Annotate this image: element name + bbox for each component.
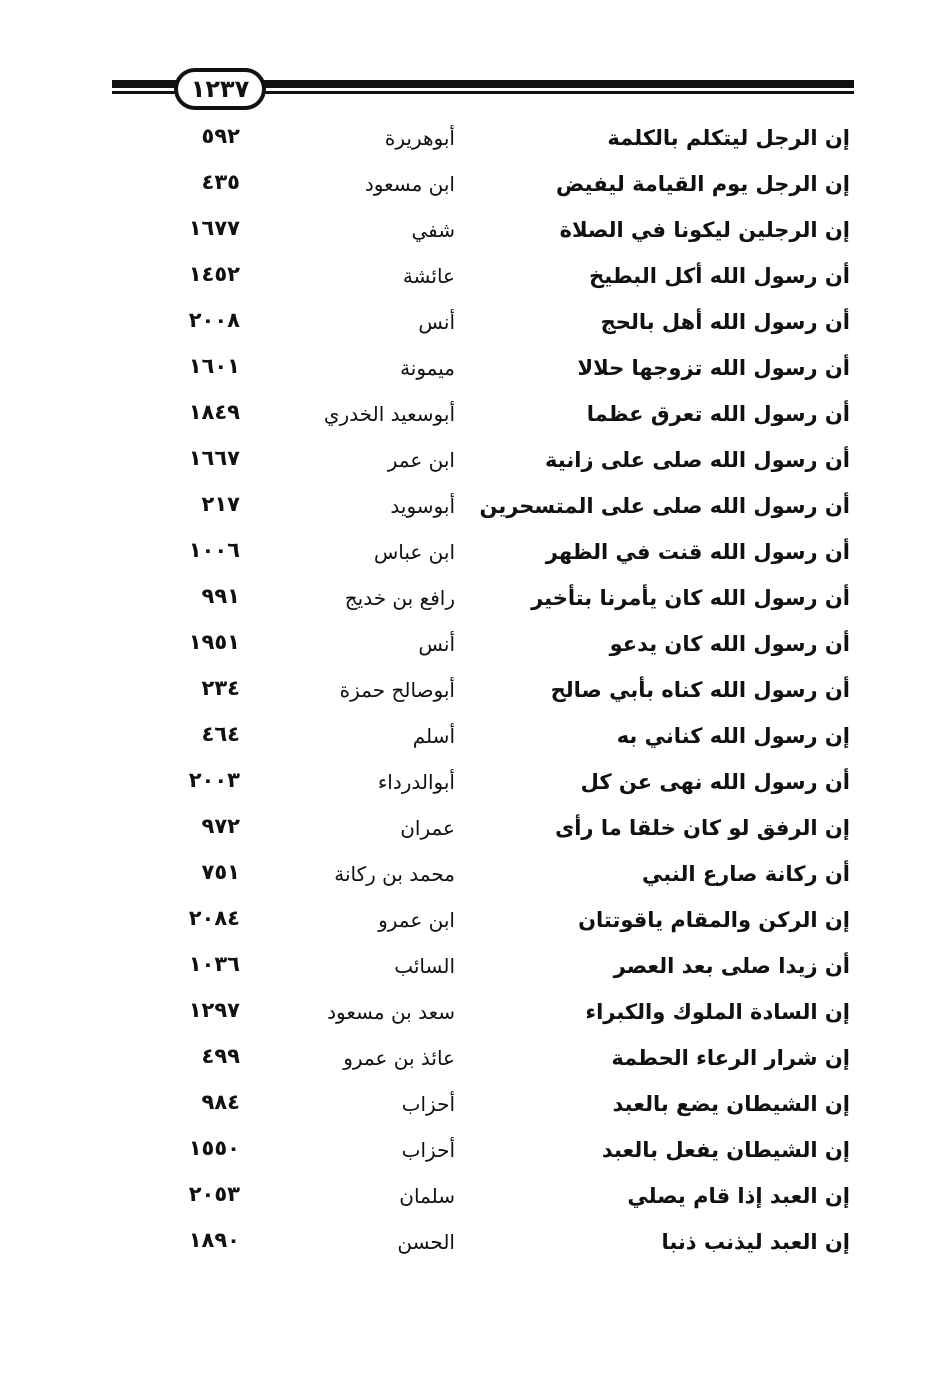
entry-narrator: ابن عمر [387,448,455,472]
entry-number: ٩٧٢ [201,814,240,838]
table-row [0,260,938,306]
entry-narrator: ابن عباس [373,540,455,564]
entry-number: ٢٠٥٣ [188,1182,240,1206]
table-row [0,352,938,398]
entry-text: إن السادة الملوك والكبراء [585,1000,850,1024]
entry-number: ١٦٧٧ [188,216,240,240]
entry-text: إن الرجل يوم القيامة ليفيض [555,172,850,196]
table-row [0,812,938,858]
entry-text: إن الرفق لو كان خلقا ما رأى [554,816,850,840]
entry-text: أن رسول الله كناه بأبي صالح [550,678,850,702]
entry-number: ٩٩١ [201,584,240,608]
entry-narrator: أحزاب [401,1092,455,1116]
entry-text: أن رسول الله كان يدعو [609,632,850,656]
entry-number: ١٠٠٦ [188,538,240,562]
entry-text: أن رسول الله كان يأمرنا بتأخير [531,586,850,610]
table-row [0,490,938,536]
entry-number: ٥٩٢ [201,124,240,148]
entry-number: ٩٨٤ [201,1090,240,1114]
entry-text: أن رسول الله نهى عن كل [580,770,850,794]
entry-text: إن الرجل ليتكلم بالكلمة [607,126,850,150]
entry-text: إن رسول الله كناني به [616,724,850,748]
entry-narrator: أبوصالح حمزة [339,678,455,702]
entry-number: ١٨٩٠ [188,1228,240,1252]
entry-number: ٢٣٤ [201,676,240,700]
entry-number: ٢٠٠٣ [188,768,240,792]
table-row [0,904,938,950]
entry-text: أن رسول الله تعرق عظما [586,402,850,426]
table-row [0,628,938,674]
entry-narrator: أبوهريرة [384,126,455,150]
entry-number: ١٦٦٧ [188,446,240,470]
table-row [0,1134,938,1180]
table-row [0,536,938,582]
entry-narrator: أنس [418,632,455,656]
table-row [0,1180,938,1226]
entry-number: ٢١٧ [201,492,240,516]
table-row [0,1088,938,1134]
entry-number: ١٨٤٩ [188,400,240,424]
table-row [0,444,938,490]
entry-number: ٤٩٩ [201,1044,240,1068]
entry-text: أن رسول الله صلى على زانية [545,448,850,472]
entry-text: إن الشيطان يضع بالعبد [612,1092,850,1116]
entry-narrator: شفي [411,218,455,242]
entry-number: ٢٠٠٨ [188,308,240,332]
table-row [0,398,938,444]
entry-number: ٤٣٥ [201,170,240,194]
table-row [0,766,938,812]
entry-narrator: أحزاب [401,1138,455,1162]
entry-narrator: رافع بن خديج [344,586,455,610]
entry-number: ٧٥١ [201,860,240,884]
entry-narrator: محمد بن ركانة [334,862,455,886]
entry-narrator: سلمان [399,1184,455,1208]
table-row [0,858,938,904]
entry-number: ٢٠٨٤ [188,906,240,930]
table-row [0,1226,938,1272]
table-row [0,996,938,1042]
entry-narrator: أسلم [412,724,455,748]
entry-narrator: أبوسعيد الخدري [323,402,455,426]
entry-text: أن ركانة صارع النبي [642,862,850,886]
entry-text: إن الرجلين ليكونا في الصلاة [559,218,850,242]
table-row [0,122,938,168]
entry-text: إن الركن والمقام ياقوتتان [578,908,850,932]
entry-text: إن الشيطان يفعل بالعبد [601,1138,850,1162]
entry-narrator: أبوالدرداء [377,770,455,794]
table-row [0,1042,938,1088]
entry-number: ١٠٣٦ [188,952,240,976]
entry-narrator: عائشة [402,264,455,288]
entry-number: ٤٦٤ [201,722,240,746]
entry-text: أن رسول الله أكل البطيخ [589,264,850,288]
table-row [0,950,938,996]
entry-text: إن العبد إذا قام يصلي [627,1184,850,1208]
entry-narrator: عائذ بن عمرو [343,1046,455,1070]
table-row [0,306,938,352]
entry-number: ١٩٥١ [188,630,240,654]
entry-narrator: ابن عمرو [378,908,455,932]
entry-text: أن رسول الله صلى على المتسحرين [479,494,850,518]
entry-narrator: ميمونة [400,356,455,380]
entry-text: إن شرار الرعاء الحطمة [611,1046,850,1070]
entry-narrator: سعد بن مسعود [327,1000,455,1024]
entry-text: أن رسول الله تزوجها حلالا [577,356,850,380]
table-row [0,214,938,260]
table-row [0,168,938,214]
entry-number: ١٤٥٢ [188,262,240,286]
entry-text: أن رسول الله أهل بالحج [600,310,850,334]
entry-narrator: السائب [394,954,455,978]
entry-text: إن العبد ليذنب ذنبا [661,1230,850,1254]
table-row [0,674,938,720]
entry-text: أن رسول الله قنت في الظهر [545,540,850,564]
entry-number: ١٦٠١ [188,354,240,378]
index-table [0,122,938,1272]
entry-text: أن زيدا صلى بعد العصر [613,954,850,978]
entry-narrator: ابن مسعود [364,172,455,196]
entry-number: ١٥٥٠ [188,1136,240,1160]
table-row [0,582,938,628]
table-row [0,720,938,766]
page-number: ١٢٣٧ [174,68,266,110]
entry-narrator: أنس [418,310,455,334]
entry-narrator: الحسن [397,1230,455,1254]
entry-narrator: أبوسويد [390,494,455,518]
entry-number: ١٢٩٧ [188,998,240,1022]
entry-narrator: عمران [400,816,455,840]
